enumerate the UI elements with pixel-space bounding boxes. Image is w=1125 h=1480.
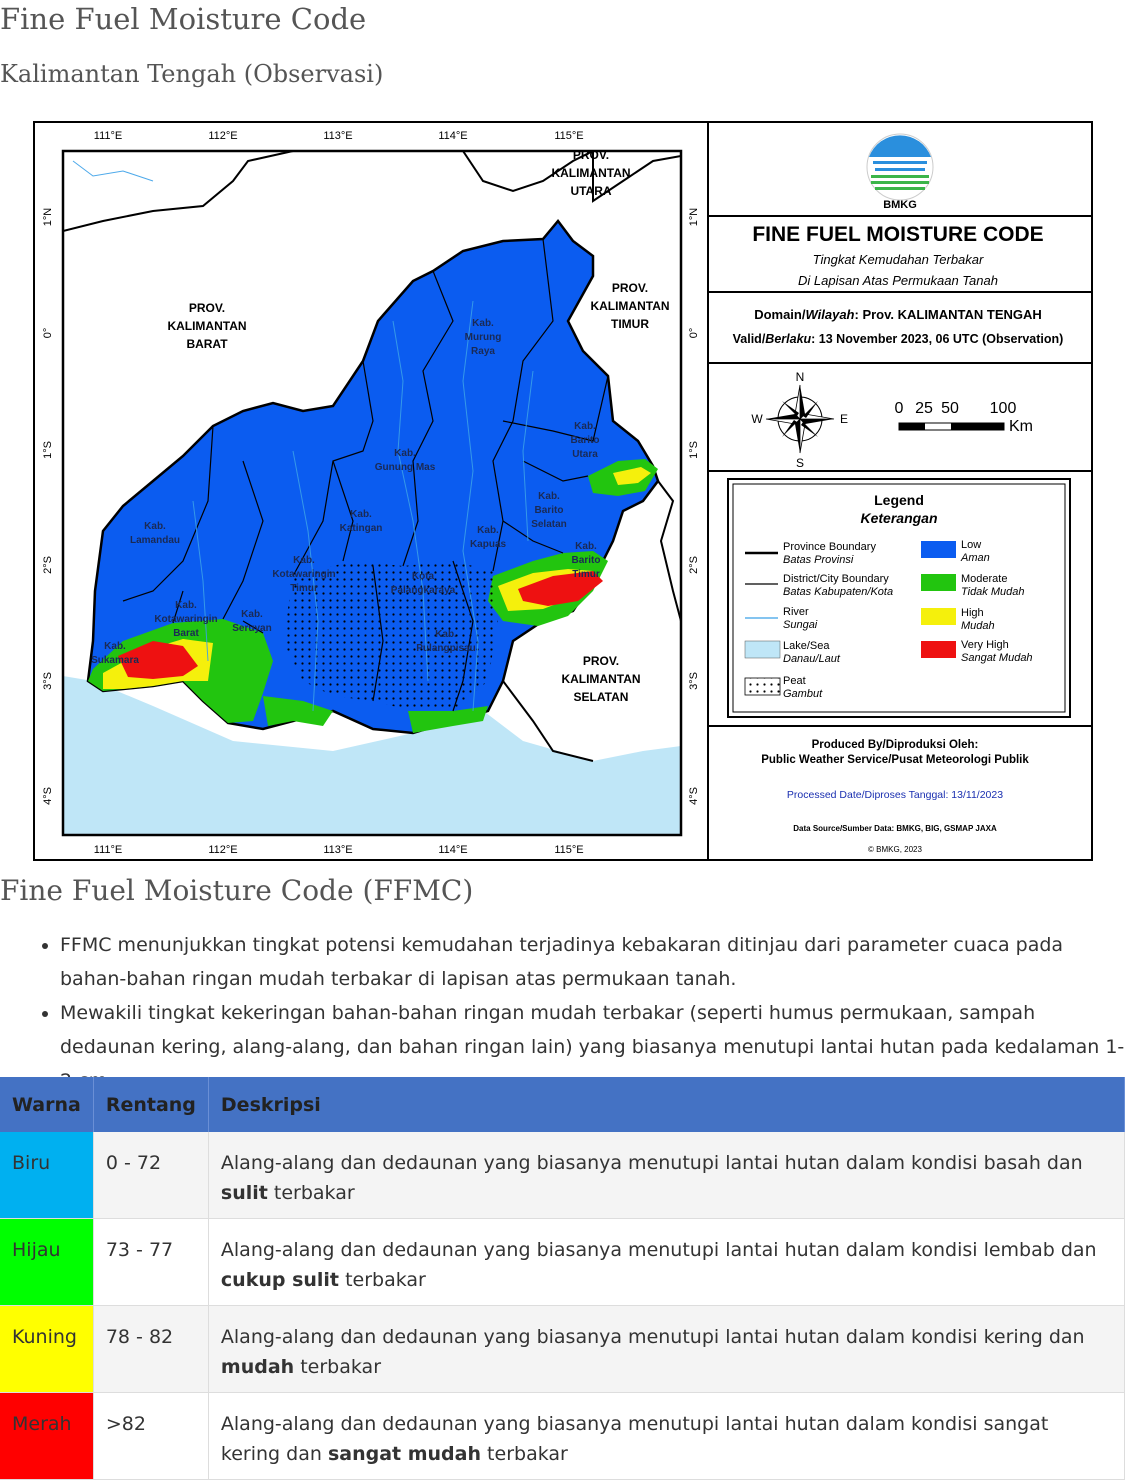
color-cell: Biru [0, 1132, 93, 1219]
producer: Public Weather Service/Pusat Meteorologi Publik [761, 754, 1029, 766]
tick-left: 0° [42, 327, 54, 339]
district-label: Kab. [394, 448, 416, 459]
description-cell: Alang-alang dan dedaunan yang biasanya menutupi lantai hutan dalam kondisi kering dan mudah terbakar [208, 1306, 1124, 1393]
processed-date: Processed Date/Diproses Tanggal: 13/11/2023 [786, 789, 1004, 801]
district-label: Sukamara [91, 655, 139, 666]
legend-label: Province Boundary [783, 541, 876, 553]
data-source: Data Source/Sumber Data: BMKG, BIG, GSMAP JAXA [793, 824, 997, 833]
scale-unit: Km [1009, 418, 1033, 435]
range-cell: >82 [93, 1393, 208, 1480]
legend-label: Moderate [961, 573, 1008, 585]
district-label: Barito [570, 435, 600, 446]
scale-label: 50 [941, 400, 959, 417]
legend-label: Peat [783, 675, 806, 687]
legend-label: Very High [961, 639, 1009, 651]
district-label: Barat [173, 628, 199, 639]
description-cell: Alang-alang dan dedaunan yang biasanya menutupi lantai hutan dalam kondisi sangat kering dan sangat mudah terbakar [208, 1393, 1124, 1480]
description-cell: Alang-alang dan dedaunan yang biasanya menutupi lantai hutan dalam kondisi basah dan sulit terbakar [208, 1132, 1124, 1219]
valid-line: Valid/Berlaku: 13 November 2023, 06 UTC (Observation) [732, 332, 1064, 346]
legend-sublabel: Sangat Mudah [961, 652, 1033, 664]
tick-bottom: 115°E [554, 844, 584, 856]
province-label: KALIMANTAN [551, 166, 631, 180]
legend-swatch-very-high [921, 641, 956, 658]
district-label: Kab. [435, 629, 457, 640]
range-cell: 78 - 82 [93, 1306, 208, 1393]
district-label: Kab. [472, 318, 494, 329]
legend-sublabel: Danau/Laut [783, 653, 840, 665]
tick-bottom: 113°E [323, 844, 353, 856]
province-label: KALIMANTAN [590, 299, 670, 313]
district-label: Kab. [241, 609, 263, 620]
district-label: Timur [290, 583, 318, 594]
province-label: PROV. [582, 654, 620, 668]
district-label: Kotawaringin [154, 614, 218, 625]
district-label: Palangkaraya [390, 585, 456, 596]
district-label: Pulangpisau [416, 643, 476, 654]
tick-top: 114°E [438, 130, 468, 142]
district-label: Gunung Mas [374, 462, 436, 473]
district-label: Seruyan [232, 623, 272, 634]
table-row [0, 1306, 1125, 1393]
list-item: • Mewakili tingkat kekeringan bahan-bahan ringan mudah terbakar (seperti humus permukaan, sampah dedaunan kering, alang-alang, dan bahan ringan lain) yang biasanya menutupi lantai hutan pada kedalaman 1- [60, 996, 1125, 1098]
legend-title: Legend [874, 492, 924, 508]
tick-bottom: 111°E [93, 844, 123, 856]
district-label: Kapuas [469, 539, 507, 550]
panel-subtitle-1: Tingkat Kemudahan Terbakar [812, 252, 984, 267]
province-label: SELATAN [573, 690, 629, 704]
tick-right: 0° [688, 327, 700, 339]
province-label: PROV. [572, 148, 610, 162]
province-label: PROV. [188, 301, 226, 315]
table-header: Rentang [93, 1077, 208, 1132]
table-row [0, 1132, 1125, 1219]
compass-w: W [751, 412, 763, 426]
district-label: Murung [464, 332, 502, 343]
legend-label: Low [961, 539, 982, 551]
province-label: PROV. [611, 281, 649, 295]
color-cell: Hijau [0, 1219, 93, 1306]
produced-by: Produced By/Diproduksi Oleh: [811, 739, 979, 751]
legend-sublabel: Batas Kabupaten/Kota [783, 586, 894, 598]
range-cell: 73 - 77 [93, 1219, 208, 1306]
ffmc-map [33, 121, 1095, 863]
legend-sublabel: Gambut [783, 688, 823, 700]
legend-label: Lake/Sea [783, 640, 830, 652]
district-label: Barito [571, 555, 601, 566]
legend-label: District/City Boundary [783, 573, 889, 585]
tick-left: 1°S [42, 441, 54, 459]
province-label: BARAT [186, 337, 228, 351]
tick-top: 111°E [93, 130, 123, 142]
tick-left: 1°N [42, 207, 54, 227]
range-cell: 0 - 72 [93, 1132, 208, 1219]
district-label: Lamandau [129, 535, 181, 546]
panel-subtitle-2: Di Lapisan Atas Permukaan Tanah [798, 273, 998, 288]
table-header: Deskripsi [208, 1077, 1124, 1132]
district-label: Barito [534, 505, 564, 516]
tick-right: 4°S [688, 787, 700, 805]
tick-left: 2°S [42, 556, 54, 574]
copyright: © BMKG, 2023 [868, 845, 922, 854]
legend-sublabel: Batas Provinsi [783, 554, 854, 566]
panel-title: FINE FUEL MOISTURE CODE [752, 223, 1044, 246]
district-label: Kab. [477, 525, 499, 536]
list-item: • FFMC menunjukkan tingkat potensi kemudahan terjadinya kebakaran ditinjau dari parameter cuaca pada bahan-bahan ringan mudah terbakar di lapisan atas permukaan tanah. [60, 928, 1125, 996]
legend-swatch-moderate [921, 574, 956, 591]
table-row [0, 1219, 1125, 1306]
district-label: Kab. [575, 541, 597, 552]
legend-label: River [783, 606, 809, 618]
color-cell: Kuning [0, 1306, 93, 1393]
page-subtitle: Kalimantan Tengah (Observasi) [0, 60, 384, 88]
compass-e: E [839, 412, 849, 426]
province-label: TIMUR [611, 317, 649, 331]
legend-sublabel: Aman [961, 552, 990, 564]
tick-bottom: 112°E [208, 844, 238, 856]
tick-top: 115°E [554, 130, 584, 142]
tick-top: 112°E [208, 130, 238, 142]
page-title: Fine Fuel Moisture Code [0, 2, 367, 36]
legend-swatch-high [921, 608, 956, 625]
legend [728, 479, 1070, 717]
logo-text: BMKG [883, 199, 917, 211]
legend-swatch-low [921, 541, 956, 558]
color-cell: Merah [0, 1393, 93, 1480]
legend-sublabel: Mudah [961, 620, 995, 632]
tick-right: 1°S [688, 441, 700, 459]
description-cell: Alang-alang dan dedaunan yang biasanya menutupi lantai hutan dalam kondisi lembab dan cukup sulit terbakar [208, 1219, 1124, 1306]
district-label: Kab. [538, 491, 560, 502]
district-label: Katingan [339, 523, 383, 534]
legend-title-italic: Keterangan [860, 510, 938, 526]
district-label: Kab. [293, 555, 315, 566]
tick-right: 3°S [688, 672, 700, 690]
province-label: KALIMANTAN [561, 672, 641, 686]
tick-left: 4°S [42, 787, 54, 805]
district-label: Kab. [144, 521, 166, 532]
district-label: Kab. [350, 509, 372, 520]
district-label: Kotawaringin [272, 569, 336, 580]
scale-label: 100 [989, 400, 1017, 417]
domain-line: Domain/Wilayah: Prov. KALIMANTAN TENGAH [754, 307, 1042, 322]
legend-sublabel: Tidak Mudah [961, 586, 1025, 598]
district-label: Kab. [175, 600, 197, 611]
district-label: Selatan [531, 519, 567, 530]
tick-right: 1°N [688, 207, 700, 227]
district-label: Kab. [574, 421, 596, 432]
tick-right: 2°S [688, 556, 700, 574]
scale-label: 0 [894, 400, 904, 417]
district-label: Kab. [104, 641, 126, 652]
legend-label: High [961, 607, 984, 619]
district-label: Kota [411, 571, 435, 582]
table-header: Warna [0, 1077, 93, 1132]
description-list [40, 928, 1125, 1098]
legend-sublabel: Sungai [783, 619, 818, 631]
tick-left: 3°S [42, 672, 54, 690]
compass-s: S [795, 456, 805, 470]
compass-n: N [795, 370, 805, 384]
district-label: Raya [471, 346, 495, 357]
province-label: UTARA [570, 184, 612, 198]
tick-bottom: 114°E [438, 844, 468, 856]
province-label: KALIMANTAN [167, 319, 247, 333]
scale-label: 25 [915, 400, 933, 417]
district-label: Timur [572, 569, 600, 580]
tick-top: 113°E [323, 130, 353, 142]
table-row [0, 1393, 1125, 1480]
ffmc-category-table [0, 1077, 1125, 1480]
district-label: Utara [572, 449, 598, 460]
map-body [63, 151, 681, 835]
section-title: Fine Fuel Moisture Code (FFMC) [0, 874, 474, 907]
